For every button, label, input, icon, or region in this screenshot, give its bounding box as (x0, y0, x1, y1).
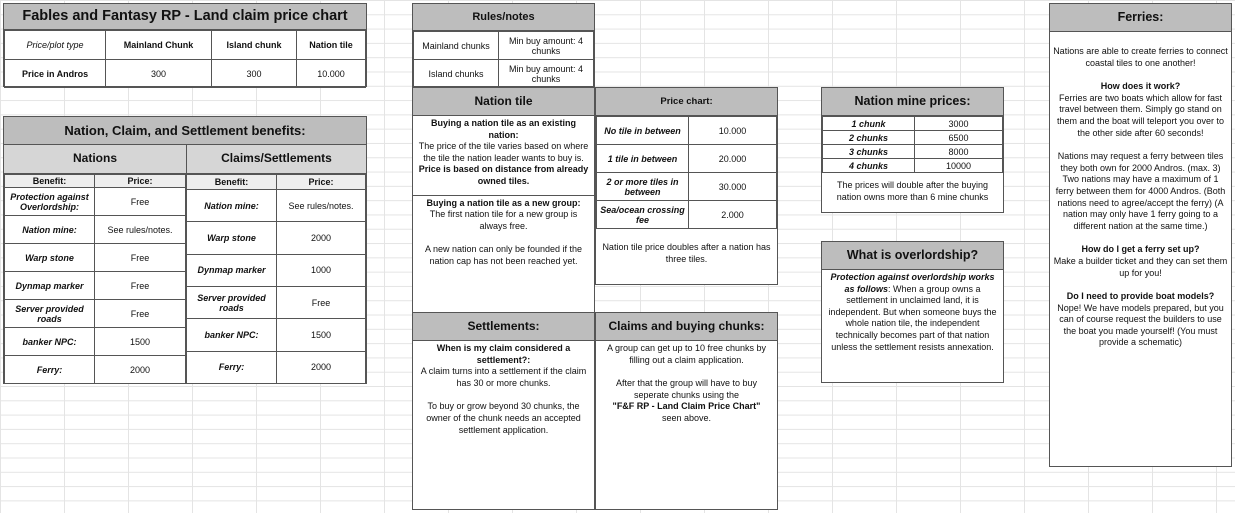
claims-col-price: Price: (277, 175, 366, 190)
ferries-question-2: How do I get a ferry set up? (1081, 244, 1200, 255)
nations-benefit: Nation mine: (5, 216, 95, 244)
mine-value: 6500 (915, 131, 1003, 145)
overlordship-title: What is overlordship? (822, 242, 1003, 270)
mine-value: 10000 (915, 159, 1003, 173)
price-chart-table (4, 30, 366, 88)
overlordship-panel (821, 241, 1004, 383)
benefits-title: Nation, Claim, and Settlement benefits: (4, 117, 366, 145)
nations-price: See rules/notes. (95, 216, 186, 244)
nations-col-benefit: Benefit: (5, 175, 95, 188)
mine-prices-title: Nation mine prices: (822, 88, 1003, 116)
nations-price: Free (95, 272, 186, 300)
mine-label: 3 chunks (823, 145, 915, 159)
overlordship-bold: Protection against overlordship works as follows (830, 272, 995, 294)
mine-label: 1 chunk (823, 117, 915, 131)
header-island: Island chunk (211, 31, 296, 60)
value-island: 300 (211, 60, 296, 88)
tile-price-note: Nation tile price doubles after a nation has three tiles. (602, 242, 771, 264)
ferries-question-1: How does it work? (1100, 81, 1181, 92)
tile-price-label: 2 or more tiles in between (597, 173, 689, 201)
claims-benefit: Nation mine: (187, 190, 277, 222)
mine-label: 2 chunks (823, 131, 915, 145)
rules-title: Rules/notes (413, 4, 594, 31)
claims-benefit: banker NPC: (187, 319, 277, 351)
value-mainland: 300 (106, 60, 212, 88)
price-chart-panel (3, 3, 367, 87)
claims-benefit: Server provided roads (187, 286, 277, 318)
claims-price: 2000 (277, 351, 366, 383)
claims-buying-chart-ref: "F&F RP - Land Claim Price Chart" (612, 401, 761, 412)
rules-label: Mainland chunks (414, 32, 499, 60)
tile-price-value: 2.000 (689, 201, 777, 229)
claims-price: See rules/notes. (277, 190, 366, 222)
tile-price-label: No tile in between (597, 117, 689, 145)
claims-table (186, 174, 366, 384)
tile-price-value: 20.000 (689, 145, 777, 173)
nation-tile-title: Nation tile (413, 88, 594, 116)
nations-price: Free (95, 244, 186, 272)
settlement-text-2: To buy or grow beyond 30 chunks, the owner of the chunk needs an accepted settlement application. (426, 401, 581, 435)
nations-table (4, 174, 186, 384)
rules-value: Min buy amount: 4 chunks (499, 60, 594, 88)
tile-price-label: Sea/ocean crossing fee (597, 201, 689, 229)
nations-price: Free (95, 188, 186, 216)
nations-col-price: Price: (95, 175, 186, 188)
overlordship-body (822, 270, 1003, 353)
nations-benefit: Ferry: (5, 356, 95, 384)
ferries-intro: Nations are able to create ferries to connect coastal tiles to one another! (1053, 46, 1228, 68)
claims-buying-text-1: A group can get up to 10 free chunks by filling out a claim application. (606, 343, 767, 365)
ferries-title: Ferries: (1050, 4, 1231, 32)
claims-price: 1500 (277, 319, 366, 351)
claims-buying-panel (595, 312, 778, 510)
tile-price-value: 10.000 (689, 117, 777, 145)
distance-text: Price is based on distance from already owned tiles. (418, 164, 589, 186)
tile-price-label: 1 tile in between (597, 145, 689, 173)
claims-header: Claims/Settlements (187, 145, 366, 173)
nations-benefit: Protection against Overlordship: (5, 188, 95, 216)
claims-benefit: Dynmap marker (187, 254, 277, 286)
header-plot-type: Price/plot type (5, 31, 106, 60)
nation-cap-text: A new nation can only be founded if the nation cap has not been reached yet. (424, 244, 583, 266)
existing-heading: Buying a nation tile as an existing nation: (430, 118, 577, 140)
ferries-answer-3: Make a builder ticket and they can set them up for you! (1053, 255, 1228, 278)
ferries-answer-4: Nope! We have models prepared, but you can of course request the builders to use the boat you made yourself! (You must provide a schematic) (1057, 302, 1224, 348)
claims-buying-text-3: seen above. (661, 412, 712, 423)
header-mainland: Mainland Chunk (106, 31, 212, 60)
nations-price: 2000 (95, 356, 186, 384)
settlement-text-1: A claim turns into a settlement if the claim has 30 or more chunks. (420, 366, 587, 388)
mine-value: 3000 (915, 117, 1003, 131)
tile-price-title: Price chart: (596, 88, 777, 116)
overlordship-text: : When a group owns a settlement in unclaimed land, it is independent. But when someone buys the whole nation tile, the independent technically becomes part of that nation unless the settlement resists annexation. (828, 283, 997, 352)
tile-price-panel (595, 87, 778, 285)
ferries-answer-1: Ferries are two boats which allow for fast travel between them. Simply go stand on them and the boat will teleport you over to the other side after 60 seconds! (1056, 92, 1225, 138)
rules-panel (412, 3, 595, 87)
mine-prices-note: The prices will double after the buying nation owns more than 6 mine chunks (836, 180, 989, 202)
existing-text: The price of the tile varies based on where the tile the nation leader wants to buy is. (418, 141, 589, 163)
claims-price: Free (277, 286, 366, 318)
nations-benefit: Dynmap marker (5, 272, 95, 300)
settlement-heading: When is my claim considered a settlement?: (436, 343, 571, 365)
nation-tile-panel (412, 87, 595, 313)
nations-benefit: banker NPC: (5, 328, 95, 356)
ferries-panel (1049, 3, 1232, 467)
mine-value: 8000 (915, 145, 1003, 159)
settlements-panel (412, 312, 595, 510)
ferries-answer-2: Nations may request a ferry between tiles they both own for 2000 Andros. (max. 3) Two nations may have a maximum of 1 ferry between them for 4000 Andros. (Both nations need to agree/accept the ferry) (A nation may only have 1 ferry going to a different nation at the same time.) (1055, 151, 1226, 231)
row-label-price: Price in Andros (5, 60, 106, 88)
claims-price: 1000 (277, 254, 366, 286)
tile-price-table (596, 116, 777, 229)
new-group-text: The first nation tile for a new group is always free. (429, 209, 578, 231)
nations-benefit: Warp stone (5, 244, 95, 272)
claims-buying-text-2: After that the group will have to buy seperate chunks using the (615, 378, 758, 400)
mine-prices-panel (821, 87, 1004, 213)
claims-benefit: Ferry: (187, 351, 277, 383)
mine-prices-table (822, 116, 1003, 173)
value-nation-tile: 10.000 (297, 60, 366, 88)
claims-col-benefit: Benefit: (187, 175, 277, 190)
settlements-title: Settlements: (413, 313, 594, 341)
nations-price: Free (95, 300, 186, 328)
benefits-panel (3, 116, 367, 384)
rules-table (413, 31, 594, 88)
nations-header: Nations (4, 145, 187, 173)
new-group-heading: Buying a nation tile as a new group: (426, 197, 581, 208)
tile-price-value: 30.000 (689, 173, 777, 201)
nations-price: 1500 (95, 328, 186, 356)
claims-price: 2000 (277, 222, 366, 254)
claims-benefit: Warp stone (187, 222, 277, 254)
mine-label: 4 chunks (823, 159, 915, 173)
rules-label: Island chunks (414, 60, 499, 88)
ferries-question-3: Do I need to provide boat models? (1066, 291, 1215, 302)
rules-value: Min buy amount: 4 chunks (499, 32, 594, 60)
nations-benefit: Server provided roads (5, 300, 95, 328)
price-chart-title: Fables and Fantasy RP - Land claim price chart (4, 4, 366, 30)
claims-buying-title: Claims and buying chunks: (596, 313, 777, 341)
header-nation-tile: Nation tile (297, 31, 366, 60)
